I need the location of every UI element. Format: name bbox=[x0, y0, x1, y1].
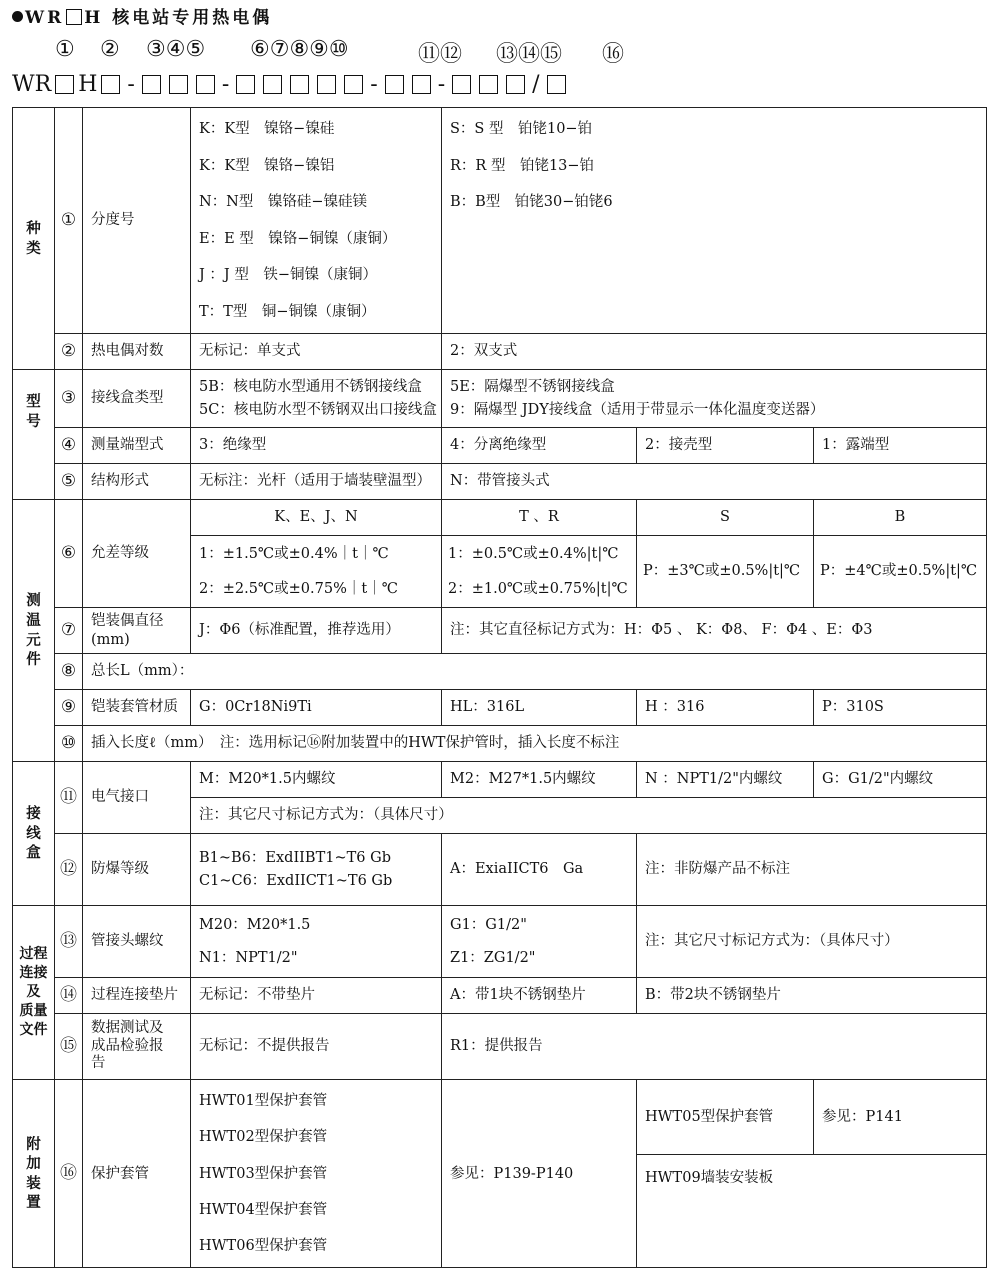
table-row: HWT09墙装安装板 bbox=[13, 1155, 987, 1268]
table-row: 测 温 元 件 ⑥ 允差等级 K、E、J、N T 、R S B bbox=[13, 500, 987, 536]
table-row: ⑫ 防爆等级 B1~B6：ExdIIBT1~T6 Gb C1~C6：ExdIICT1~T6 Gb A：ExiaIICT6 Ga 注：非防爆产品不标注 bbox=[13, 834, 987, 906]
code-number: ⑪⑫ bbox=[418, 42, 463, 67]
table-row: 过程 连接 及 质量 文件 ⑬ 管接头螺纹 M20：M20*1.5 N1：NPT1/2" G1：G1/2" Z1：ZG1/2" 注：其它尺寸标记方式为：（具体尺寸） bbox=[13, 906, 987, 978]
protection-tube-list: HWT01型保护套管 HWT02型保护套管 HWT03型保护套管 HWT04型保护套管 HWT06型保护套管 bbox=[191, 1080, 442, 1268]
table-row: ⑨ 铠装套管材质 G：0Cr18Ni9Ti HL：316L H ：316 P：310S bbox=[13, 690, 987, 726]
row-label: 分度号 bbox=[83, 108, 191, 334]
thermocouple-types-left: K：K型 镍铬−镍硅 K：K型 镍铬−镍铝 N：N型 镍铬硅−镍硅镁 E：E 型 镍铬−铜镍（康铜） J ：J 型 铁−铜镍（康铜） T：T型 铜−铜镍（康铜） bbox=[191, 108, 442, 334]
code-number: ⑥⑦⑧⑨⑩ bbox=[250, 37, 349, 62]
table-row: ⑩ 插入长度ℓ（mm） 注：选用标记⑯附加装置中的HWT保护管时，插入长度不标注 bbox=[13, 726, 987, 762]
bullet-icon bbox=[12, 11, 23, 22]
table-row: ⑦ 铠装偶直径 (mm) J：Φ6（标准配置，推荐选用） 注：其它直径标记方式为：H：Φ5 、 K：Φ8、 F：Φ4 、E：Φ3 bbox=[13, 608, 987, 654]
table-row: ⑧ 总长L（mm）： bbox=[13, 654, 987, 690]
page-title: WR H 核电站专用热电偶 bbox=[12, 3, 272, 28]
table-row: ⑭ 过程连接垫片 无标记：不带垫片 A：带1块不锈钢垫片 B：带2块不锈钢垫片 bbox=[13, 978, 987, 1014]
selection-table bbox=[12, 107, 987, 1268]
row-number: ① bbox=[55, 108, 83, 334]
table-row: 接 线 盒 ⑪ 电气接口 M：M20*1.5内螺纹 M2：M27*1.5内螺纹 N ：NPT1/2"内螺纹 G：G1/2"内螺纹 bbox=[13, 762, 987, 798]
code-number: ⑯ bbox=[602, 42, 625, 67]
category-element: 测 温 元 件 bbox=[13, 500, 55, 762]
category-attach: 附 加 装 置 bbox=[13, 1080, 55, 1268]
placeholder-box bbox=[66, 9, 82, 25]
table-row bbox=[13, 108, 987, 334]
model-code-line: WR H - - - - / bbox=[12, 72, 570, 97]
category-process: 过程 连接 及 质量 文件 bbox=[13, 906, 55, 1080]
thermocouple-types-right: S：S 型 铂铑10−铂 R：R 型 铂铑13−铂 B：B型 铂铑30−铂铑6 bbox=[442, 108, 987, 334]
code-number: ② bbox=[100, 37, 120, 62]
code-number: ⑬⑭⑮ bbox=[496, 42, 563, 67]
category-box: 接 线 盒 bbox=[13, 762, 55, 906]
table-row: ② 热电偶对数 无标记：单支式 2：双支式 bbox=[13, 334, 987, 370]
table-row: 型 号 ③ 接线盒类型 5B：核电防水型通用不锈钢接线盒 5C：核电防水型不锈钢双出口接线盒 5E：隔爆型不锈钢接线盒 9：隔爆型 JDY接线盒（适用于带显示一体化温度变送器） bbox=[13, 370, 987, 428]
table-row: 附 加 装 置 ⑯ 保护套管 HWT01型保护套管 HWT02型保护套管 HWT03型保护套管 HWT04型保护套管 HWT06型保护套管 参见：P139-P140 HWT05型保护套管 参见：P141 bbox=[13, 1080, 987, 1155]
category-model: 型 号 bbox=[13, 370, 55, 500]
category-kind: 种 类 bbox=[13, 108, 55, 370]
table-row: 2：±2.5℃或±0.75%｜t｜℃ 2：±1.0℃或±0.75%|t|℃ bbox=[13, 572, 987, 608]
code-number: ③④⑤ bbox=[146, 37, 206, 62]
table-row: 1：±1.5℃或±0.4%｜t｜℃ 1：±0.5℃或±0.4%|t|℃ P：±3℃或±0.5%|t|℃ P：±4℃或±0.5%|t|℃ bbox=[13, 536, 987, 572]
table-row: ⑮ 数据测试及 成品检验报 告 无标记：不提供报告 R1：提供报告 bbox=[13, 1014, 987, 1080]
table-row: ⑤ 结构形式 无标注：光杆（适用于墙装壁温型） N：带管接头式 bbox=[13, 464, 987, 500]
table-row: ④ 测量端型式 3：绝缘型 4：分离绝缘型 2：接壳型 1：露端型 bbox=[13, 428, 987, 464]
table-row: 注：其它尺寸标记方式为：（具体尺寸） bbox=[13, 798, 987, 834]
code-number: ① bbox=[55, 37, 75, 62]
